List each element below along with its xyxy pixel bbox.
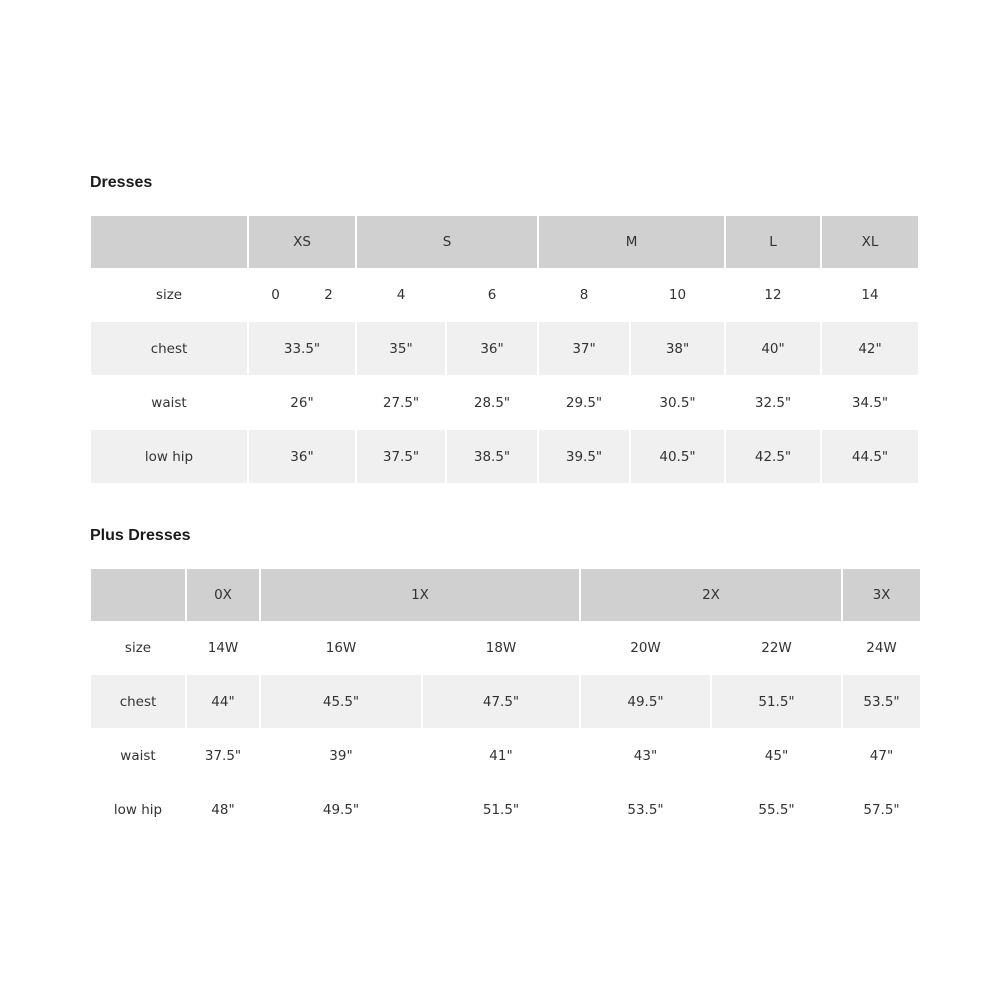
header-corner-cell [91, 216, 247, 268]
size-group-xs: XS [249, 216, 355, 268]
measurement-value: 30.5" [659, 394, 696, 411]
measurement-value: 51.5" [712, 675, 841, 728]
row-label-low-hip: low hip [91, 430, 247, 483]
table-row-low-hip [91, 783, 920, 836]
measurement-value: 48" [211, 801, 235, 818]
size-value: 6 [487, 287, 497, 303]
measurement-value: 37.5" [357, 430, 445, 483]
size-group-header-row [91, 216, 918, 268]
plus-size-group-header-row [91, 569, 920, 621]
row-label-chest: chest [91, 322, 247, 375]
table-row-size [91, 621, 920, 675]
table-row-waist [91, 728, 920, 783]
measurement-value: 53.5" [843, 675, 920, 728]
measurement-value: 32.5" [754, 394, 792, 411]
measurement-value: 55.5" [758, 801, 795, 818]
measurement-value: 49.5" [581, 675, 710, 728]
measurement-value: 28.5" [473, 394, 511, 411]
measurement-value: 37" [539, 322, 629, 375]
size-value: 12 [764, 287, 782, 303]
measurement-value: 29.5" [565, 394, 603, 411]
dresses-title: Dresses [90, 174, 153, 191]
size-group-xl: XL [822, 216, 918, 268]
row-label-low-hip: low hip [113, 801, 163, 818]
dresses-size-table [89, 216, 920, 483]
header-corner-cell [91, 569, 185, 621]
measurement-value: 38.5" [447, 430, 537, 483]
measurement-value: 41" [489, 747, 513, 764]
size-value: 14W [207, 640, 239, 656]
size-value: 10 [668, 287, 687, 303]
table-row-low-hip [91, 430, 918, 483]
measurement-value: 49.5" [322, 801, 360, 818]
size-group-3x: 3X [843, 569, 920, 621]
size-value: 24W [866, 640, 897, 656]
measurement-value: 53.5" [627, 801, 664, 818]
row-label-waist: waist [151, 394, 187, 411]
row-label-size: size [124, 640, 152, 656]
measurement-value: 33.5" [249, 322, 355, 375]
table-row-chest [91, 322, 918, 375]
size-group-l: L [726, 216, 820, 268]
row-label-chest: chest [91, 675, 185, 728]
measurement-value: 42.5" [726, 430, 820, 483]
size-group-1x: 1X [261, 569, 579, 621]
measurement-value: 47.5" [423, 675, 579, 728]
table-row-chest [91, 675, 920, 728]
plus-dresses-size-table [89, 569, 922, 836]
plus-dresses-title: Plus Dresses [90, 527, 191, 544]
size-value: 14 [861, 287, 879, 303]
measurement-value: 45" [764, 747, 789, 764]
measurement-value: 37.5" [204, 747, 242, 764]
measurement-value: 44" [187, 675, 259, 728]
size-group-0x: 0X [187, 569, 259, 621]
size-value: 4 [396, 287, 406, 303]
measurement-value: 34.5" [851, 394, 889, 411]
size-value: 20W [630, 640, 661, 656]
table-row-size [91, 268, 918, 322]
measurement-value: 39.5" [539, 430, 629, 483]
measurement-value: 57.5" [863, 801, 900, 818]
measurement-value: 39" [329, 747, 353, 764]
size-cell [249, 268, 355, 322]
measurement-value: 36" [447, 322, 537, 375]
row-label-waist: waist [120, 747, 156, 764]
measurement-value: 27.5" [382, 394, 420, 411]
measurement-value: 43" [633, 747, 658, 764]
measurement-value: 40" [726, 322, 820, 375]
measurement-value: 35" [357, 322, 445, 375]
measurement-value: 51.5" [482, 801, 520, 818]
table-row-waist [91, 375, 918, 430]
size-value: 18W [485, 640, 517, 656]
size-value: 16W [325, 640, 357, 656]
measurement-value: 26" [290, 394, 314, 411]
measurement-value: 42" [822, 322, 918, 375]
measurement-value: 40.5" [631, 430, 724, 483]
size-value: 2 [324, 287, 333, 303]
measurement-value: 44.5" [822, 430, 918, 483]
measurement-value: 47" [869, 747, 894, 764]
size-value: 8 [579, 287, 589, 303]
size-value: 22W [761, 640, 792, 656]
measurement-value: 45.5" [261, 675, 421, 728]
row-label-size: size [155, 287, 183, 303]
size-group-s: S [357, 216, 537, 268]
measurement-value: 38" [631, 322, 724, 375]
size-value: 0 [271, 287, 280, 303]
size-group-2x: 2X [581, 569, 841, 621]
size-group-m: M [539, 216, 724, 268]
measurement-value: 36" [249, 430, 355, 483]
